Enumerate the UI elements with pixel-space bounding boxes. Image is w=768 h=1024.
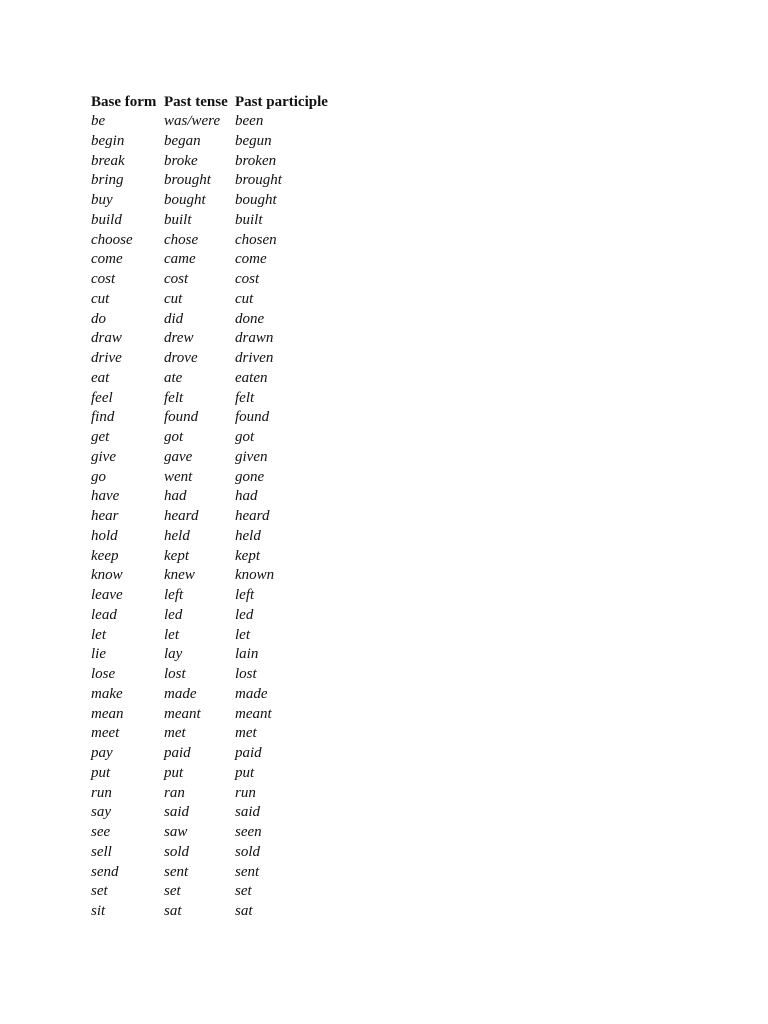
past-participle-cell: lost — [235, 666, 257, 682]
past-participle-cell: drawn — [235, 330, 274, 347]
past-participle-cell: sat — [235, 903, 253, 919]
table-row — [88, 764, 332, 784]
past-tense-cell: let — [164, 626, 179, 643]
table-row — [88, 665, 332, 685]
past-tense-cell: ran — [164, 784, 185, 801]
past-tense-cell: paid — [164, 745, 191, 761]
past-participle-cell: put — [235, 764, 255, 781]
past-tense-cell: chose — [164, 231, 199, 248]
past-participle-cell: cost — [235, 271, 260, 287]
header-past-tense: Past tense — [164, 94, 228, 110]
base-form-cell: hear — [91, 508, 119, 524]
base-form-cell: give — [91, 448, 116, 465]
past-tense-cell: sat — [164, 903, 182, 919]
past-tense-cell: sold — [164, 843, 190, 860]
past-participle-cell: given — [235, 448, 268, 465]
table-row — [88, 685, 332, 705]
past-participle-cell: cut — [235, 290, 254, 307]
table-row — [88, 566, 332, 586]
past-participle-cell: eaten — [235, 369, 268, 386]
table-row — [88, 645, 332, 665]
base-form-cell: begin — [91, 132, 125, 149]
past-tense-cell: lost — [164, 666, 186, 682]
past-tense-cell: saw — [164, 824, 188, 840]
table-row — [88, 547, 332, 567]
table-row — [88, 112, 332, 132]
past-tense-cell: led — [164, 606, 183, 623]
past-tense-cell: held — [164, 527, 190, 544]
base-form-cell: cost — [91, 271, 116, 287]
past-tense-cell: made — [164, 685, 197, 702]
table-row — [88, 310, 332, 330]
past-tense-cell: went — [164, 468, 193, 485]
past-participle-cell: let — [235, 626, 250, 643]
past-participle-cell: begun — [235, 132, 272, 149]
base-form-cell: find — [91, 409, 115, 426]
table-body — [88, 112, 332, 922]
table-header — [88, 92, 332, 112]
table-row — [88, 428, 332, 448]
base-form-cell: set — [91, 883, 108, 900]
past-participle-cell: bought — [235, 192, 277, 208]
table-row — [88, 705, 332, 725]
base-form-cell: keep — [91, 547, 119, 564]
past-tense-cell: knew — [164, 567, 195, 584]
header-past-participle: Past participle — [235, 94, 328, 110]
table-row — [88, 724, 332, 744]
past-participle-cell: brought — [235, 172, 282, 189]
past-participle-cell: gone — [235, 468, 265, 485]
past-participle-cell: known — [235, 567, 275, 584]
past-tense-cell: gave — [164, 448, 193, 465]
past-tense-cell: broke — [164, 152, 198, 169]
table-row — [88, 744, 332, 764]
base-form-cell: run — [91, 784, 112, 801]
past-tense-cell: brought — [164, 172, 211, 189]
past-tense-cell: kept — [164, 547, 189, 564]
table-row — [88, 349, 332, 369]
past-tense-cell: came — [164, 251, 196, 268]
base-form-cell: drive — [91, 350, 122, 366]
table-row — [88, 250, 332, 270]
past-participle-cell: meant — [235, 705, 272, 722]
base-form-cell: say — [91, 804, 111, 821]
past-participle-cell: said — [235, 804, 261, 821]
base-form-cell: buy — [91, 192, 113, 208]
past-tense-cell: meant — [164, 705, 201, 722]
base-form-cell: see — [91, 824, 111, 840]
past-participle-cell: sold — [235, 843, 261, 860]
past-tense-cell: said — [164, 804, 190, 821]
base-form-cell: let — [91, 626, 106, 643]
base-form-cell: send — [91, 863, 119, 880]
base-form-cell: do — [91, 310, 106, 327]
table-row — [88, 369, 332, 389]
past-participle-cell: run — [235, 784, 256, 801]
base-form-cell: break — [91, 152, 125, 169]
table-row — [88, 270, 332, 290]
irregular-verbs-table — [88, 92, 332, 922]
base-form-cell: get — [91, 429, 110, 445]
base-form-cell: cut — [91, 290, 110, 307]
base-form-cell: have — [91, 488, 120, 505]
table-row — [88, 902, 332, 922]
base-form-cell: build — [91, 211, 122, 228]
table-row — [88, 132, 332, 152]
base-form-cell: meet — [91, 725, 120, 742]
base-form-cell: know — [91, 567, 123, 584]
table-row — [88, 843, 332, 863]
table-row — [88, 606, 332, 626]
table-row — [88, 211, 332, 231]
base-form-cell: lose — [91, 666, 116, 682]
table-row — [88, 487, 332, 507]
table-row — [88, 171, 332, 191]
past-participle-cell: lain — [235, 646, 259, 663]
base-form-cell: make — [91, 685, 123, 702]
base-form-cell: go — [91, 468, 106, 485]
past-tense-cell: left — [164, 587, 184, 603]
base-form-cell: pay — [91, 745, 113, 761]
table-row — [88, 586, 332, 606]
base-form-cell: choose — [91, 231, 133, 248]
table-row — [88, 448, 332, 468]
base-form-cell: come — [91, 251, 123, 268]
table-row — [88, 527, 332, 547]
past-participle-cell: sent — [235, 863, 260, 880]
past-tense-cell: bought — [164, 192, 206, 208]
past-participle-cell: kept — [235, 547, 260, 564]
past-participle-cell: found — [235, 409, 270, 426]
past-participle-cell: seen — [235, 824, 262, 840]
table-row — [88, 823, 332, 843]
base-form-cell: lie — [91, 646, 106, 663]
past-participle-cell: met — [235, 725, 257, 742]
past-tense-cell: lay — [164, 646, 183, 663]
past-tense-cell: drew — [164, 330, 194, 347]
base-form-cell: sell — [91, 843, 112, 860]
past-participle-cell: paid — [235, 745, 262, 761]
past-participle-cell: felt — [235, 389, 255, 406]
table-row — [88, 882, 332, 902]
past-tense-cell: found — [164, 409, 199, 426]
past-participle-cell: made — [235, 685, 268, 702]
table-row — [88, 191, 332, 211]
base-form-cell: bring — [91, 172, 124, 189]
past-tense-cell: had — [164, 488, 187, 505]
base-form-cell: eat — [91, 369, 110, 386]
past-tense-cell: got — [164, 429, 184, 445]
past-participle-cell: built — [235, 211, 263, 228]
base-form-cell: leave — [91, 587, 123, 603]
table-row — [88, 468, 332, 488]
base-form-cell: put — [91, 764, 111, 781]
base-form-cell: draw — [91, 330, 122, 347]
past-participle-cell: come — [235, 251, 267, 268]
table-row — [88, 784, 332, 804]
table-row — [88, 803, 332, 823]
past-participle-cell: been — [235, 113, 264, 129]
past-tense-cell: met — [164, 725, 186, 742]
table-row — [88, 152, 332, 172]
past-tense-cell: set — [164, 883, 181, 900]
base-form-cell: sit — [91, 903, 106, 919]
past-tense-cell: was/were — [164, 113, 221, 129]
past-participle-cell: got — [235, 429, 255, 445]
past-tense-cell: ate — [164, 369, 183, 386]
past-participle-cell: had — [235, 488, 258, 505]
past-participle-cell: driven — [235, 350, 274, 366]
past-tense-cell: felt — [164, 389, 184, 406]
past-tense-cell: heard — [164, 508, 199, 524]
past-tense-cell: cut — [164, 290, 183, 307]
past-participle-cell: set — [235, 883, 252, 900]
base-form-cell: feel — [91, 389, 113, 406]
base-form-cell: hold — [91, 527, 118, 544]
header-row — [88, 92, 332, 112]
base-form-cell: be — [91, 113, 106, 129]
past-participle-cell: led — [235, 606, 254, 623]
past-participle-cell: broken — [235, 152, 277, 169]
table-row — [88, 329, 332, 349]
base-form-cell: lead — [91, 606, 117, 623]
base-form-cell: mean — [91, 705, 124, 722]
past-tense-cell: sent — [164, 863, 189, 880]
past-tense-cell: began — [164, 132, 201, 149]
past-participle-cell: heard — [235, 508, 270, 524]
table-row — [88, 290, 332, 310]
past-tense-cell: drove — [164, 350, 198, 366]
table-row — [88, 231, 332, 251]
header-base-form: Base form — [91, 94, 157, 110]
past-participle-cell: chosen — [235, 231, 277, 248]
past-tense-cell: put — [164, 764, 184, 781]
past-tense-cell: built — [164, 211, 192, 228]
table-row — [88, 408, 332, 428]
past-tense-cell: cost — [164, 271, 189, 287]
past-participle-cell: done — [235, 310, 265, 327]
table-row — [88, 626, 332, 646]
table-row — [88, 507, 332, 527]
table-row — [88, 863, 332, 883]
past-tense-cell: did — [164, 310, 184, 327]
past-participle-cell: left — [235, 587, 255, 603]
table-row — [88, 389, 332, 409]
past-participle-cell: held — [235, 527, 261, 544]
